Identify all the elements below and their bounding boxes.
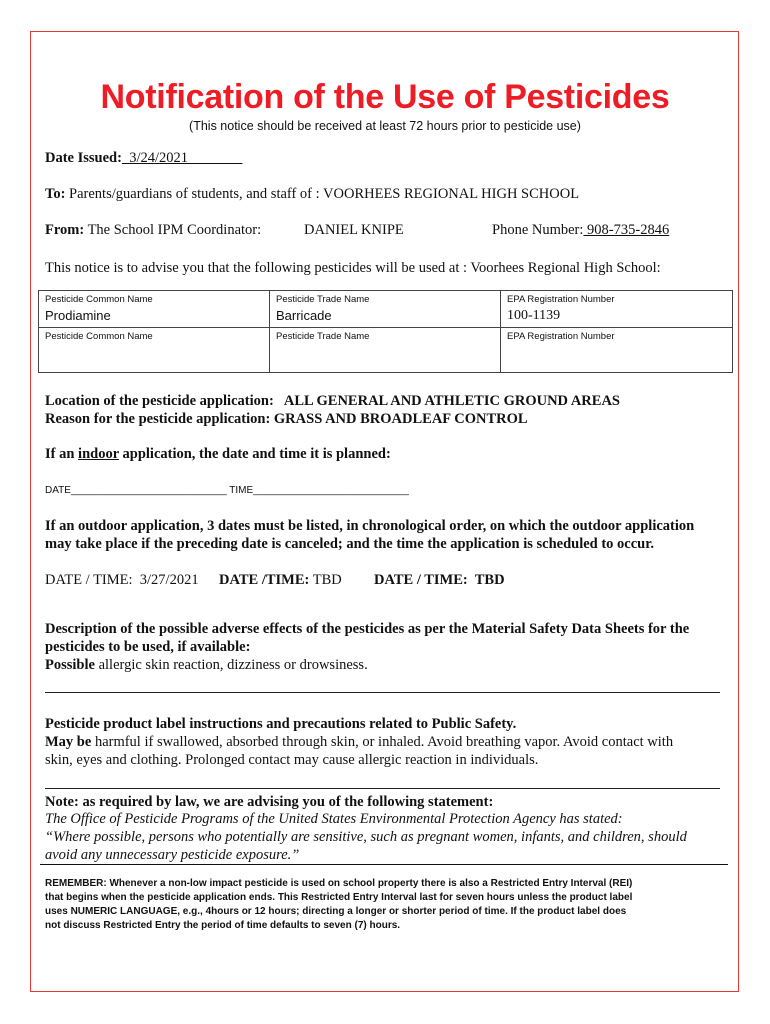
indoor-time-label: TIME (229, 485, 254, 496)
note-heading: Note: as required by law, we are advising you of the following statement: (45, 794, 494, 810)
page-title: Notification of the Use of Pesticides (100, 78, 670, 116)
to-line (45, 186, 579, 203)
to-text: Parents/guardians of students, and staff of : VOORHEES REGIONAL HIGH SCHOOL (69, 186, 580, 202)
reason-line (45, 411, 528, 428)
trade-name-header: Pesticide Trade Name (276, 294, 370, 305)
outdoor-date-1-label: DATE / TIME: (45, 572, 133, 588)
indoor-heading (45, 446, 391, 463)
label-heading: Pesticide product label instructions and precautions related to Public Safety. (45, 716, 517, 732)
outdoor-date-1 (45, 572, 199, 589)
notice-text: This notice is to advise you that the following pesticides will be used at : Voorhees Regional High School: (45, 260, 661, 276)
label-body-1: harmful if swallowed, absorbed through skin, or inhaled. Avoid breathing vapor. Avoid contact with (94, 734, 674, 750)
adverse-heading-2: pesticides to be used, if available: (45, 639, 251, 655)
date-issued-value: 3/24/2021 (129, 150, 188, 166)
epa-number-header: EPA Registration Number (507, 294, 615, 305)
label-lead: May be (45, 734, 92, 750)
outdoor-date-2-label: DATE /TIME: (219, 572, 310, 588)
epa-number-value: 100-1139 (507, 308, 561, 323)
location-line (45, 393, 620, 410)
trade-name-value: Barricade (276, 308, 332, 323)
epa-number-header: EPA Registration Number (507, 331, 615, 342)
adverse-heading-1: Description of the possible adverse effects of the pesticides as per the Material Safety Data Sheets for the (45, 621, 690, 637)
outdoor-date-1-value: 3/27/2021 (139, 572, 199, 588)
outdoor-heading-1: If an outdoor application, 3 dates must be listed, in chronological order, on which the outdoor application (45, 518, 695, 534)
note-line-1: The Office of Pesticide Programs of the United States Environmental Protection Agency has stated: (45, 811, 623, 827)
outdoor-date-3-label: DATE / TIME: (374, 572, 468, 588)
to-label: To: (45, 186, 66, 202)
table-row (39, 328, 733, 373)
remember-line-4: not discuss Restricted Entry the period of time defaults to seven (7) hours. (45, 920, 401, 931)
location-value: ALL GENERAL AND ATHLETIC GROUND AREAS (283, 393, 620, 409)
from-label: From: (45, 222, 85, 238)
table-cell (501, 291, 733, 328)
adverse-text (45, 657, 368, 674)
reason-label: Reason for the pesticide application: (45, 411, 271, 427)
outdoor-heading-2: may take place if the preceding date is canceled; and the time the application is scheduled to occur. (45, 536, 654, 552)
outdoor-date-2-value: TBD (312, 572, 342, 588)
common-name-header: Pesticide Common Name (45, 294, 153, 305)
location-label: Location of the pesticide application: (45, 393, 274, 409)
separator-line (45, 692, 720, 693)
phone-label: Phone Number: (492, 222, 584, 238)
common-name-value: Prodiamine (45, 308, 111, 323)
phone-value: 908-735-2846 (587, 222, 670, 238)
remember-line-1: REMEMBER: Whenever a non-low impact pesticide is used on school property there is also a Restricted Entry Interval (REI) (45, 878, 633, 889)
table-cell (39, 328, 270, 373)
indoor-suffix: application, the date and time it is planned: (122, 446, 391, 462)
table-cell (39, 291, 270, 328)
from-line (45, 222, 261, 239)
indoor-time-blank: ____________________________ (253, 485, 409, 496)
date-issued (45, 150, 242, 167)
outdoor-date-2 (219, 572, 342, 589)
trade-name-header: Pesticide Trade Name (276, 331, 370, 342)
outdoor-date-3-value: TBD (474, 572, 505, 588)
from-name: DANIEL KNIPE (304, 222, 404, 238)
table-cell (270, 328, 501, 373)
pesticide-table (38, 290, 733, 373)
note-line-3: avoid any unnecessary pesticide exposure.” (45, 847, 300, 863)
indoor-date-blank: ____________________________ (70, 485, 227, 496)
page-subtitle: (This notice should be received at least 72 hours prior to pesticide use) (189, 119, 581, 133)
table-cell (270, 291, 501, 328)
separator-line (45, 788, 720, 789)
indoor-keyword: indoor (78, 446, 119, 462)
remember-block (45, 877, 632, 933)
reason-value: GRASS AND BROADLEAF CONTROL (273, 411, 528, 427)
remember-line-3: uses NUMERIC LANGUAGE, e.g., 4hours or 12 hours; directing a longer or shorter period of time. If the product label does (45, 906, 627, 917)
phone-number (492, 222, 669, 239)
note-line-2: “Where possible, persons who potentially are sensitive, such as pregnant women, infants, and children, should (45, 829, 687, 845)
indoor-date-label: DATE (45, 485, 71, 496)
common-name-header: Pesticide Common Name (45, 331, 153, 342)
date-issued-label: Date Issued: (45, 150, 122, 166)
remember-line-2: that begins when the pesticide application ends. This Restricted Entry Interval last for seven hours unless the product label (45, 892, 633, 903)
indoor-date-time (45, 485, 409, 496)
label-text-2: skin, eyes and clothing. Prolonged contact may cause allergic reaction in individuals. (45, 752, 539, 768)
adverse-lead: Possible (45, 657, 95, 673)
indoor-prefix: If an (45, 446, 75, 462)
outdoor-date-3 (374, 572, 505, 589)
table-row (39, 291, 733, 328)
table-cell (501, 328, 733, 373)
note-underline (40, 864, 728, 865)
from-role: The School IPM Coordinator: (87, 222, 262, 238)
label-text-1 (45, 734, 673, 751)
adverse-body: allergic skin reaction, dizziness or drowsiness. (98, 657, 368, 673)
